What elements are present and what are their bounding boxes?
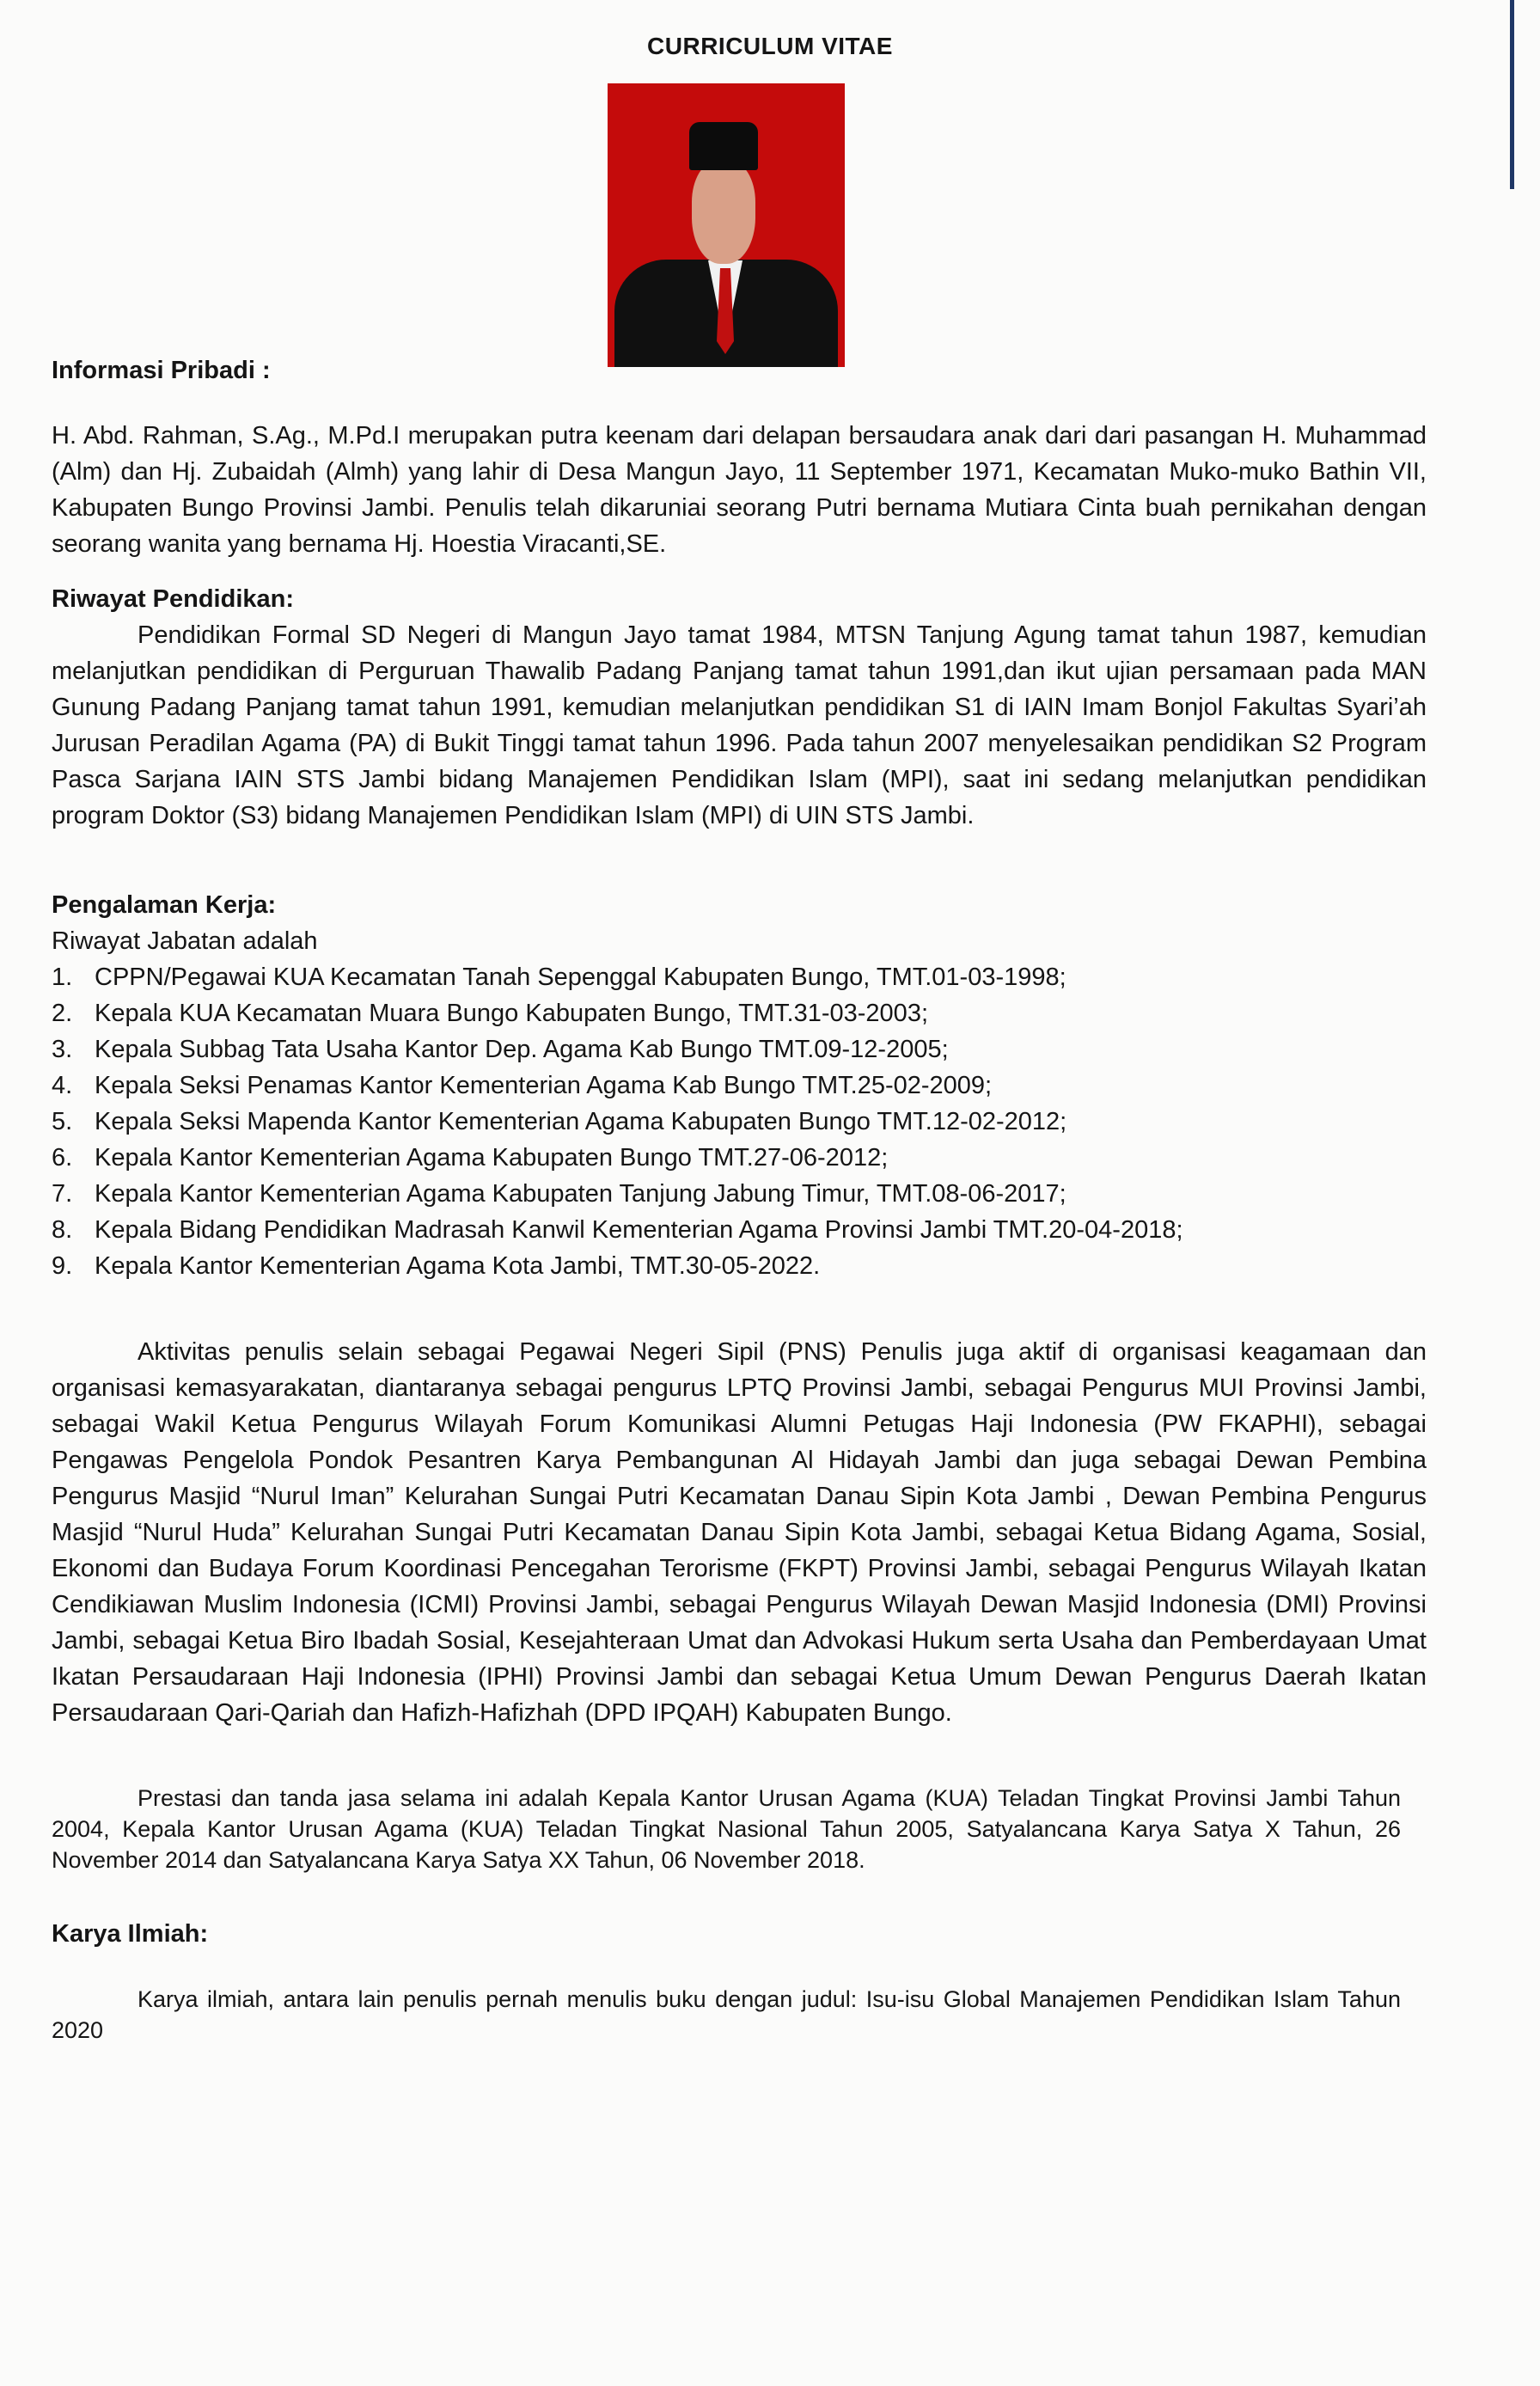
section-aktivitas xyxy=(52,1334,1427,1731)
job-text: CPPN/Pegawai KUA Kecamatan Tanah Sepenggal Kabupaten Bungo, TMT.01-03-1998; xyxy=(95,964,1066,991)
job-number: 6. xyxy=(52,1144,73,1172)
job-number: 9. xyxy=(52,1252,73,1280)
section-riwayat-pendidikan xyxy=(52,581,1427,834)
section-informasi-pribadi xyxy=(52,352,1427,562)
scan-edge-line xyxy=(1510,0,1514,189)
karya-ilmiah-text: Karya ilmiah, antara lain penulis pernah menulis buku dengan judul: Isu-isu Global Manajemen Pendidikan Islam Tahun 2020 xyxy=(52,1986,1401,2043)
informasi-pribadi-text: H. Abd. Rahman, S.Ag., M.Pd.I merupakan putra keenam dari delapan bersaudara anak dari dari pasangan H. Muhammad (Alm) dan Hj. Zubaidah (Almh) yang lahir di Desa Mangun Jayo, 11 September 1971, Kecamatan Muko-muko Bathin VII, Kabupaten Bungo Provinsi Jambi. Penulis telah dikaruniai seorang Putri bernama Mutiara Cinta buah pernikahan dengan seorang wanita yang bernama Hj. Hoestia Viracanti,SE. xyxy=(52,422,1427,558)
heading-informasi-pribadi: Informasi Pribadi : xyxy=(52,357,271,384)
job-item xyxy=(52,1068,1427,1104)
cv-content xyxy=(52,352,1427,2046)
aktivitas-text: Aktivitas penulis selain sebagai Pegawai Negeri Sipil (PNS) Penulis juga aktif di organisasi keagamaan dan organisasi kemasyarakatan, diantaranya sebagai pengurus LPTQ Provinsi Jambi, sebagai Pengurus MUI Provinsi Jambi, sebagai Wakil Ketua Pengurus Wilayah Forum Komunikasi Alumni Petugas Haji Indonesia (PW FKAPHI), sebagai Pengawas Pengelola Pondok Pesantren Karya Pembangunan Al Hidayah Jambi dan juga sebagai Dewan Pembina Pengurus Masjid “Nurul Iman” Kelurahan Sungai Putri Kecamatan Danau Sipin Kota Jambi , Dewan Pembina Pengurus Masjid “Nurul Huda” Kelurahan Sungai Putri Kecamatan Danau Sipin Kota Jambi, sebagai Ketua Bidang Agama, Sosial, Ekonomi dan Budaya Forum Koordinasi Pencegahan Terorisme (FKPT) Provinsi Jambi, sebagai Pengurus Wilayah Ikatan Cendikiawan Muslim Indonesia (ICMI) Provinsi Jambi, sebagai Pengurus Wilayah Dewan Masjid Indonesia (DMI) Provinsi Jambi, sebagai Ketua Biro Ibadah Sosial, Kesejahteraan Umat dan Advokasi Hukum serta Usaha dan Pemberdayaan Umat Ikatan Persaudaraan Haji Indonesia (IPHI) Provinsi Jambi dan sebagai Ketua Umum Dewan Pengurus Daerah Ikatan Persaudaraan Qari-Qariah dan Hafizh-Hafizhah (DPD IPQAH) Kabupaten Bungo. xyxy=(52,1338,1427,1727)
job-item xyxy=(52,1140,1427,1176)
job-text: Kepala Seksi Mapenda Kantor Kementerian Agama Kabupaten Bungo TMT.12-02-2012; xyxy=(95,1108,1067,1135)
job-number: 8. xyxy=(52,1216,73,1244)
section-pengalaman-kerja xyxy=(52,887,1427,1284)
section-prestasi xyxy=(52,1783,1401,1875)
job-item xyxy=(52,995,1427,1031)
section-karya-ilmiah xyxy=(52,1918,1401,2046)
job-item xyxy=(52,1031,1427,1068)
job-text: Kepala Seksi Penamas Kantor Kementerian Agama Kab Bungo TMT.25-02-2009; xyxy=(95,1072,993,1099)
job-number: 7. xyxy=(52,1180,73,1208)
document-title: CURRICULUM VITAE xyxy=(647,33,893,59)
photo-peci-cap xyxy=(689,122,758,170)
job-number: 4. xyxy=(52,1072,73,1099)
job-number: 3. xyxy=(52,1036,73,1063)
heading-pengalaman-kerja: Pengalaman Kerja: xyxy=(52,891,277,919)
job-text: Kepala Subbag Tata Usaha Kantor Dep. Agama Kab Bungo TMT.09-12-2005; xyxy=(95,1036,949,1063)
job-text: Kepala Kantor Kementerian Agama Kabupaten Bungo TMT.27-06-2012; xyxy=(95,1144,889,1172)
job-number: 5. xyxy=(52,1108,73,1135)
job-item xyxy=(52,1248,1427,1284)
job-item xyxy=(52,1212,1427,1248)
heading-karya-ilmiah: Karya Ilmiah: xyxy=(52,1920,209,1948)
job-number: 1. xyxy=(52,964,73,991)
prestasi-text: Prestasi dan tanda jasa selama ini adalah Kepala Kantor Urusan Agama (KUA) Teladan Tingkat Provinsi Jambi Tahun 2004, Kepala Kantor Urusan Agama (KUA) Teladan Tingkat Nasional Tahun 2005, Satyalancana Karya Satya X Tahun, 26 November 2014 dan Satyalancana Karya Satya XX Tahun, 06 November 2018. xyxy=(52,1785,1401,1873)
job-item xyxy=(52,1104,1427,1140)
job-item xyxy=(52,959,1427,995)
riwayat-pendidikan-text: Pendidikan Formal SD Negeri di Mangun Jayo tamat 1984, MTSN Tanjung Agung tamat tahun 1987, kemudian melanjutkan pendidikan di Perguruan Thawalib Padang Panjang tamat tahun 1991,dan ikut ujian persamaan pada MAN Gunung Padang Panjang tamat tahun 1991, kemudian melanjutkan pendidikan S1 di IAIN Imam Bonjol Fakultas Syari’ah Jurusan Peradilan Agama (PA) di Bukit Tinggi tamat tahun 1996. Pada tahun 2007 menyelesaikan pendidikan S2 Program Pasca Sarjana IAIN STS Jambi bidang Manajemen Pendidikan Islam (MPI), saat ini sedang melanjutkan pendidikan program Doktor (S3) bidang Manajemen Pendidikan Islam (MPI) di UIN STS Jambi. xyxy=(52,621,1427,829)
job-number: 2. xyxy=(52,1000,73,1027)
pengalaman-kerja-intro: Riwayat Jabatan adalah xyxy=(52,927,318,955)
job-text: Kepala KUA Kecamatan Muara Bungo Kabupaten Bungo, TMT.31-03-2003; xyxy=(95,1000,928,1027)
heading-riwayat-pendidikan: Riwayat Pendidikan: xyxy=(52,585,295,613)
job-text: Kepala Kantor Kementerian Agama Kota Jambi, TMT.30-05-2022. xyxy=(95,1252,821,1280)
job-list xyxy=(52,959,1427,1284)
job-text: Kepala Bidang Pendidikan Madrasah Kanwil Kementerian Agama Provinsi Jambi TMT.20-04-2018; xyxy=(95,1216,1183,1244)
job-item xyxy=(52,1176,1427,1212)
job-text: Kepala Kantor Kementerian Agama Kabupaten Tanjung Jabung Timur, TMT.08-06-2017; xyxy=(95,1180,1066,1208)
portrait-photo xyxy=(608,83,845,367)
photo-face xyxy=(692,161,755,264)
